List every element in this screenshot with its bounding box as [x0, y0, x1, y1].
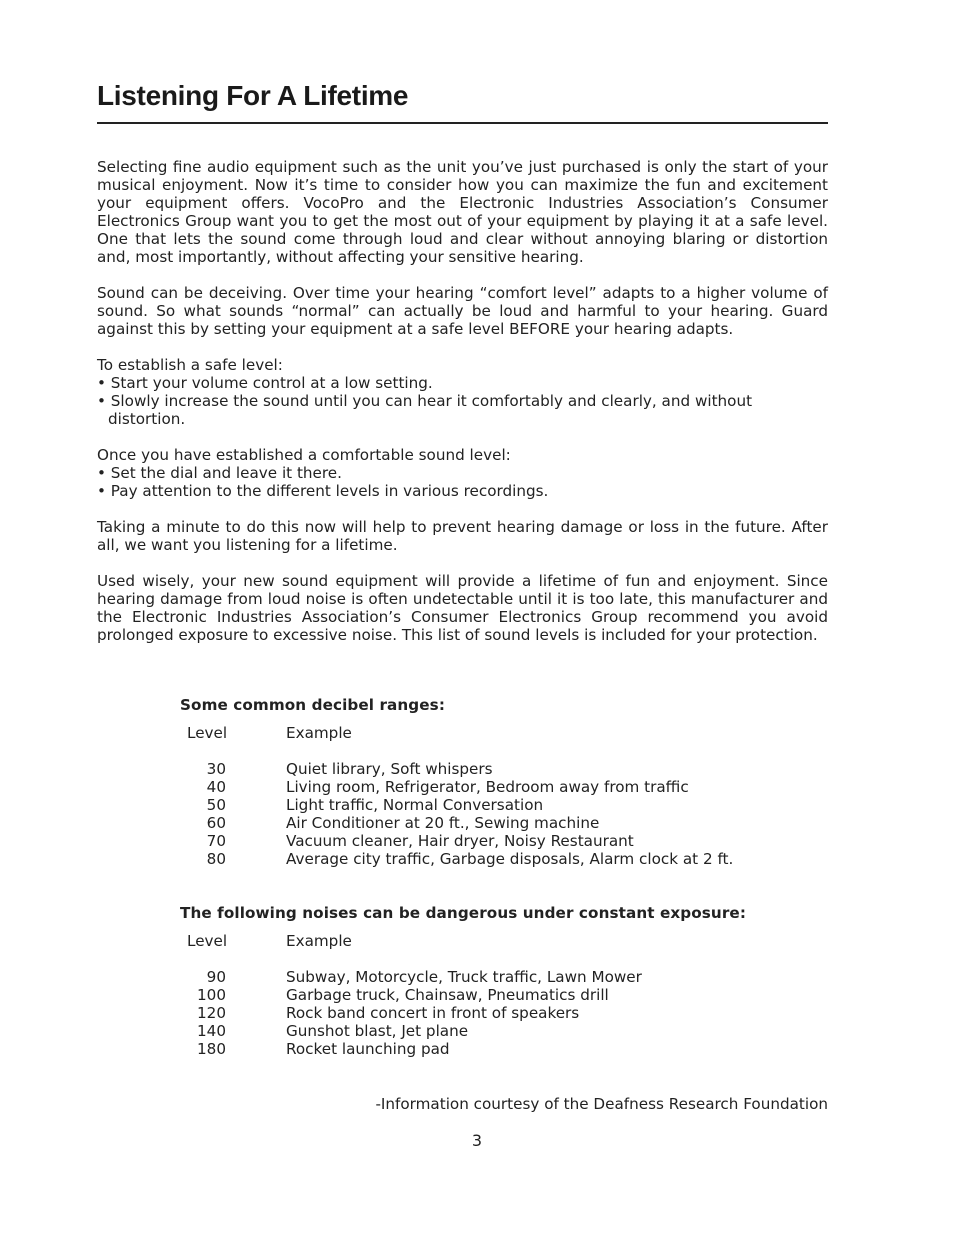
example-cell: Air Conditioner at 20 ft., Sewing machine: [286, 814, 600, 832]
safe-level-intro: To establish a safe level:: [97, 356, 283, 374]
paragraph-deceiving: Sound can be deceiving. Over time your hearing “comfort level” adapts to a higher volume of sound. So what sounds “normal” can actually be loud and harmful to your hearing. Guard against this by setting your equipment at a safe level BEFORE your hearing adapts.: [97, 284, 828, 338]
example-cell: Living room, Refrigerator, Bedroom away from traffic: [286, 778, 689, 796]
page-title: Listening For A Lifetime: [97, 80, 409, 111]
title-underline: [97, 122, 828, 124]
level-cell: 120: [197, 1004, 226, 1022]
list-item: • Slowly increase the sound until you can hear it comfortably and clearly, and without distortion.: [97, 392, 753, 428]
example-cell: Light traffic, Normal Conversation: [286, 796, 544, 814]
list-item: • Set the dial and leave it there.: [97, 464, 342, 482]
level-cell: 70: [206, 832, 226, 850]
comfortable-level-list: [97, 446, 828, 500]
source-credit: -Information courtesy of the Deafness Research Foundation: [375, 1095, 828, 1113]
example-cell: Rock band concert in front of speakers: [286, 1004, 580, 1022]
list-item: • Pay attention to the different levels in various recordings.: [97, 482, 549, 500]
common-decibel-table: [180, 696, 830, 868]
page-number: 3: [471, 1131, 483, 1150]
table-row: [180, 814, 830, 832]
table-row: [180, 850, 830, 868]
danger-table-heading: The following noises can be dangerous under constant exposure:: [180, 904, 747, 922]
table-row: [180, 778, 830, 796]
example-cell: Subway, Motorcycle, Truck traffic, Lawn Mower: [286, 968, 642, 986]
safe-level-list: [97, 356, 828, 428]
level-cell: 60: [206, 814, 226, 832]
table-row: [180, 760, 830, 778]
table-header-row: [180, 932, 830, 950]
table-row: [180, 796, 830, 814]
level-cell: 80: [206, 850, 226, 868]
column-header-example: Example: [286, 724, 352, 742]
column-header-level: Level: [187, 724, 228, 742]
body-text: [97, 158, 828, 662]
example-cell: Average city traffic, Garbage disposals, Alarm clock at 2 ft.: [286, 850, 734, 868]
table-row: [180, 986, 830, 1004]
paragraph-minute: Taking a minute to do this now will help to prevent hearing damage or loss in the future. After all, we want you listening for a lifetime.: [97, 518, 828, 554]
table-header-row: [180, 724, 830, 742]
table-row: [180, 968, 830, 986]
example-cell: Quiet library, Soft whispers: [286, 760, 493, 778]
table-row: [180, 1022, 830, 1040]
level-cell: 140: [197, 1022, 226, 1040]
paragraph-intro: Selecting fine audio equipment such as the unit you’ve just purchased is only the start of your musical enjoyment. Now it’s time to consider how you can maximize the fun and excitement your equipment offers. VocoPro and the Electronic Industries Association’s Consumer Electronics Group want you to get the most out of your equipment by playing it at a safe level. One that lets the sound come through loud and clear without annoying blaring or distortion and, most importantly, without affecting your sensitive hearing.: [97, 158, 828, 266]
column-header-example: Example: [286, 932, 352, 950]
level-cell: 30: [206, 760, 226, 778]
level-cell: 90: [206, 968, 226, 986]
level-cell: 50: [206, 796, 226, 814]
example-cell: Rocket launching pad: [286, 1040, 450, 1058]
example-cell: Garbage truck, Chainsaw, Pneumatics drill: [286, 986, 609, 1004]
table-row: [180, 1040, 830, 1058]
table-row: [180, 1004, 830, 1022]
example-cell: Vacuum cleaner, Hair dryer, Noisy Restaurant: [286, 832, 634, 850]
comfortable-level-intro: Once you have established a comfortable sound level:: [97, 446, 511, 464]
level-cell: 100: [197, 986, 226, 1004]
common-table-heading: Some common decibel ranges:: [180, 696, 445, 714]
level-cell: 40: [206, 778, 226, 796]
paragraph-used-wisely: Used wisely, your new sound equipment will provide a lifetime of fun and enjoyment. Since hearing damage from loud noise is often undetectable until it is too late, this manufacturer and the Electronic Industries Association’s Consumer Electronics Group recommend you avoid prolonged exposure to excessive noise. This list of sound levels is included for your protection.: [97, 572, 828, 644]
example-cell: Gunshot blast, Jet plane: [286, 1022, 469, 1040]
level-cell: 180: [197, 1040, 226, 1058]
list-item: • Start your volume control at a low setting.: [97, 374, 433, 392]
dangerous-noise-table: [180, 904, 830, 1058]
table-row: [180, 832, 830, 850]
column-header-level: Level: [187, 932, 228, 950]
